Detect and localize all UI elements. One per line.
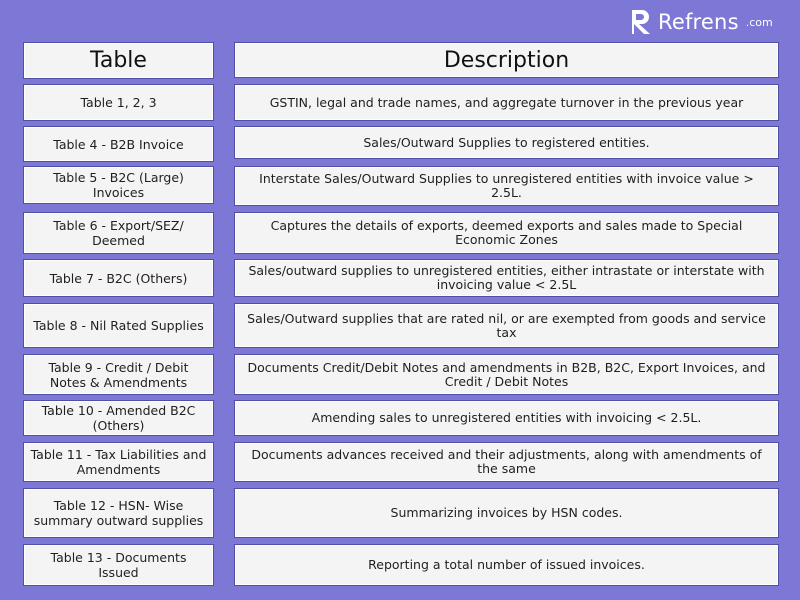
row-table-label: Table 8 - Nil Rated Supplies (33, 318, 204, 333)
row-table-label: Table 6 - Export/SEZ/ Deemed (53, 218, 184, 248)
row-5-description (234, 259, 779, 297)
header-description-label: Description (443, 47, 570, 73)
header-table-label: Table (90, 48, 147, 73)
row-table-label: Table 13 - Documents Issued (50, 550, 187, 580)
brand-name: Refrens (658, 10, 739, 34)
row-5-table (23, 259, 214, 297)
row-8-table (23, 400, 214, 436)
row-description-text: Sales/outward supplies to unregistered entities, either intrastate or interstate with invoicing value < 2.5L (248, 263, 765, 292)
row-table-label: Table 10 - Amended B2C (Others) (41, 403, 196, 433)
row-4-table (23, 212, 214, 254)
row-1-description (234, 84, 779, 121)
row-4-description (234, 212, 779, 254)
row-table-label: Table 12 - HSN- Wise summary outward supplies (33, 498, 204, 528)
row-description-text: Summarizing invoices by HSN codes. (390, 505, 623, 520)
row-7-description (234, 354, 779, 395)
refrens-logo (630, 8, 773, 36)
row-6-table (23, 303, 214, 348)
row-description-text: Sales/Outward supplies that are rated nil, or are exempted from goods and service tax (247, 310, 766, 340)
header-description (234, 42, 779, 78)
row-2-description (234, 126, 779, 159)
row-11-table (23, 544, 214, 586)
row-1-table (23, 84, 214, 121)
row-description-text: Reporting a total number of issued invoices. (368, 557, 645, 572)
row-3-description (234, 166, 779, 206)
header-table (23, 42, 214, 79)
row-description-text: GSTIN, legal and trade names, and aggregate turnover in the previous year (269, 94, 744, 110)
row-description-text: Captures the details of exports, deemed exports and sales made to Special Economic Zones (270, 218, 743, 247)
row-8-description (234, 400, 779, 436)
row-7-table (23, 354, 214, 395)
row-table-label: Table 9 - Credit / Debit Notes & Amendments (48, 359, 189, 390)
row-table-label: Table 11 - Tax Liabilities and Amendments (30, 447, 207, 477)
row-description-text: Sales/Outward Supplies to registered entities. (363, 134, 650, 150)
row-table-label: Table 4 - B2B Invoice (53, 136, 184, 152)
row-9-table (23, 442, 214, 482)
row-10-description (234, 488, 779, 538)
row-2-table (23, 126, 214, 162)
brand-domain: .com (745, 15, 773, 29)
row-11-description (234, 544, 779, 586)
row-description-text: Documents advances received and their adjustments, along with amendments of the same (251, 447, 762, 476)
row-table-label: Table 7 - B2C (Others) (49, 270, 188, 286)
row-description-text: Documents Credit/Debit Notes and amendments in B2B, B2C, Export Invoices, and Credit / Debit Notes (247, 359, 766, 389)
row-table-label: Table 5 - B2C (Large) Invoices (53, 170, 184, 200)
row-description-text: Amending sales to unregistered entities with invoicing < 2.5L. (311, 410, 702, 425)
row-table-label: Table 1, 2, 3 (80, 95, 157, 110)
row-10-table (23, 488, 214, 538)
row-9-description (234, 442, 779, 482)
row-description-text: Interstate Sales/Outward Supplies to unregistered entities with invoice value > 2.5L. (259, 171, 754, 200)
row-6-description (234, 303, 779, 348)
refrens-logo-icon (630, 9, 652, 35)
row-3-table (23, 166, 214, 204)
